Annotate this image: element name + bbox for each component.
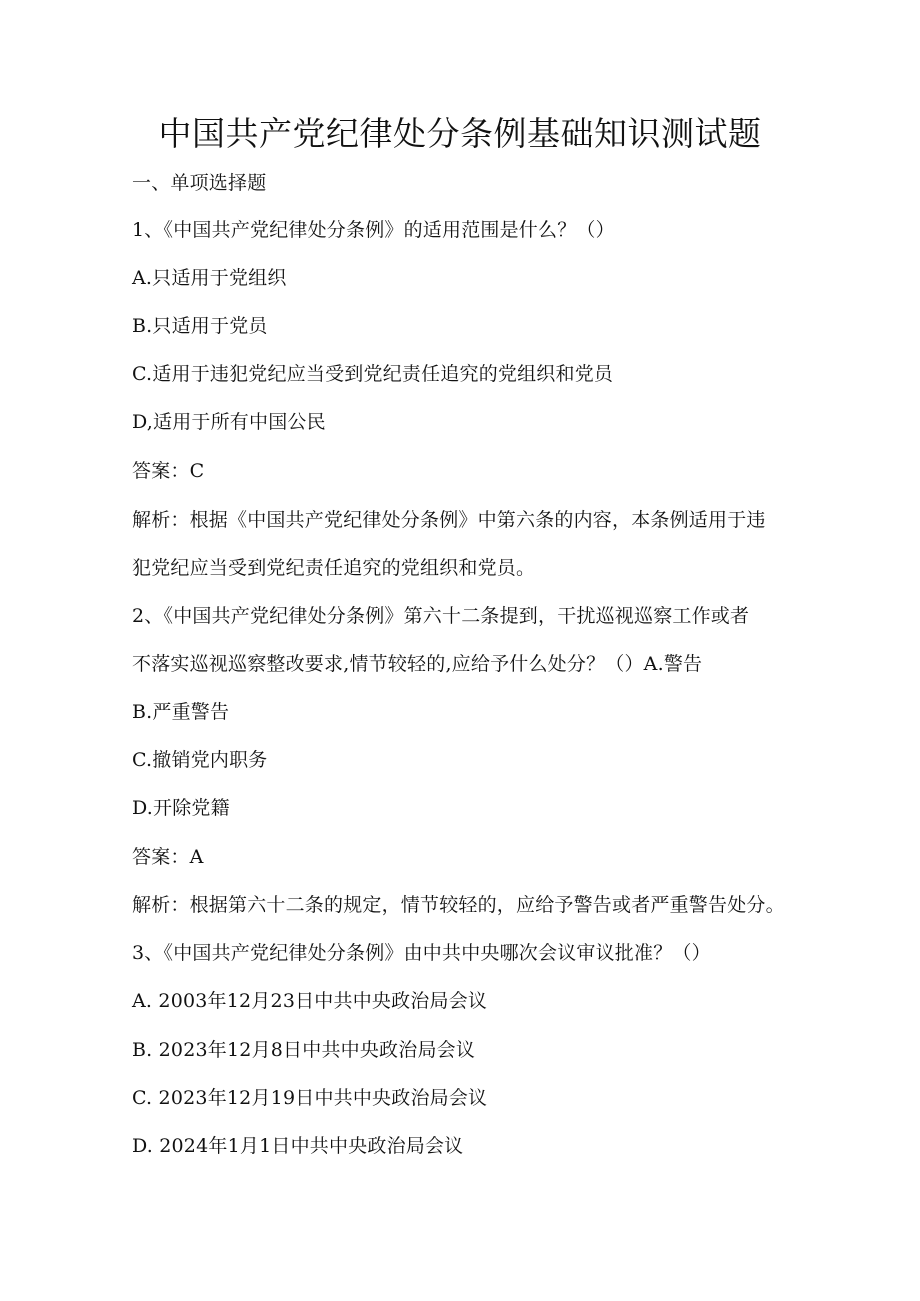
question-2-analysis-line-1: 解析：根据第六十二条的规定，情节较轻的，应给予警告或者严重警告处分。 xyxy=(132,894,785,916)
question-2-text-line-2: 不落实巡视巡察整改要求,情节较轻的,应给予什么处分？（）A.警告 xyxy=(132,653,703,675)
question-3-option-a: A. 2003年12月23日中共中央政治局会议 xyxy=(132,990,488,1012)
question-2-option-b: B.严重警告 xyxy=(132,701,230,723)
question-2-text-line-1: 2、《中国共产党纪律处分条例》第六十二条提到，干扰巡视巡察工作或者 xyxy=(132,605,750,627)
question-1-text: 1、《中国共产党纪律处分条例》的适用范围是什么？（） xyxy=(132,219,615,241)
question-2-option-d: D.开除党籍 xyxy=(132,797,230,819)
question-1-option-c: C.适用于违犯党纪应当受到党纪责任追究的党组织和党员 xyxy=(132,363,614,385)
question-3-option-b: B. 2023年12月8日中共中央政治局会议 xyxy=(132,1039,476,1061)
question-3-option-c: C. 2023年12月19日中共中央政治局会议 xyxy=(132,1087,488,1109)
question-1-answer: 答案：C xyxy=(132,460,205,482)
question-1-analysis-line-1: 解析：根据《中国共产党纪律处分条例》中第六条的内容，本条例适用于违 xyxy=(132,509,766,531)
document-title: 中国共产党纪律处分条例基础知识测试题 xyxy=(158,114,762,153)
section-heading: 一、单项选择题 xyxy=(132,172,267,194)
question-3-option-d: D. 2024年1月1日中共中央政治局会议 xyxy=(132,1135,464,1157)
question-1-analysis-line-2: 犯党纪应当受到党纪责任追究的党组织和党员。 xyxy=(132,557,536,579)
question-1-option-b: B.只适用于党员 xyxy=(132,315,268,337)
question-3-text: 3、《中国共产党纪律处分条例》由中共中央哪次会议审议批准？（） xyxy=(132,942,711,964)
question-1-option-a: A.只适用于党组织 xyxy=(132,267,287,289)
question-1-option-d: D,适用于所有中国公民 xyxy=(132,411,326,433)
question-2-option-c: C.撤销党内职务 xyxy=(132,749,268,771)
question-2-answer: 答案：A xyxy=(132,846,204,868)
